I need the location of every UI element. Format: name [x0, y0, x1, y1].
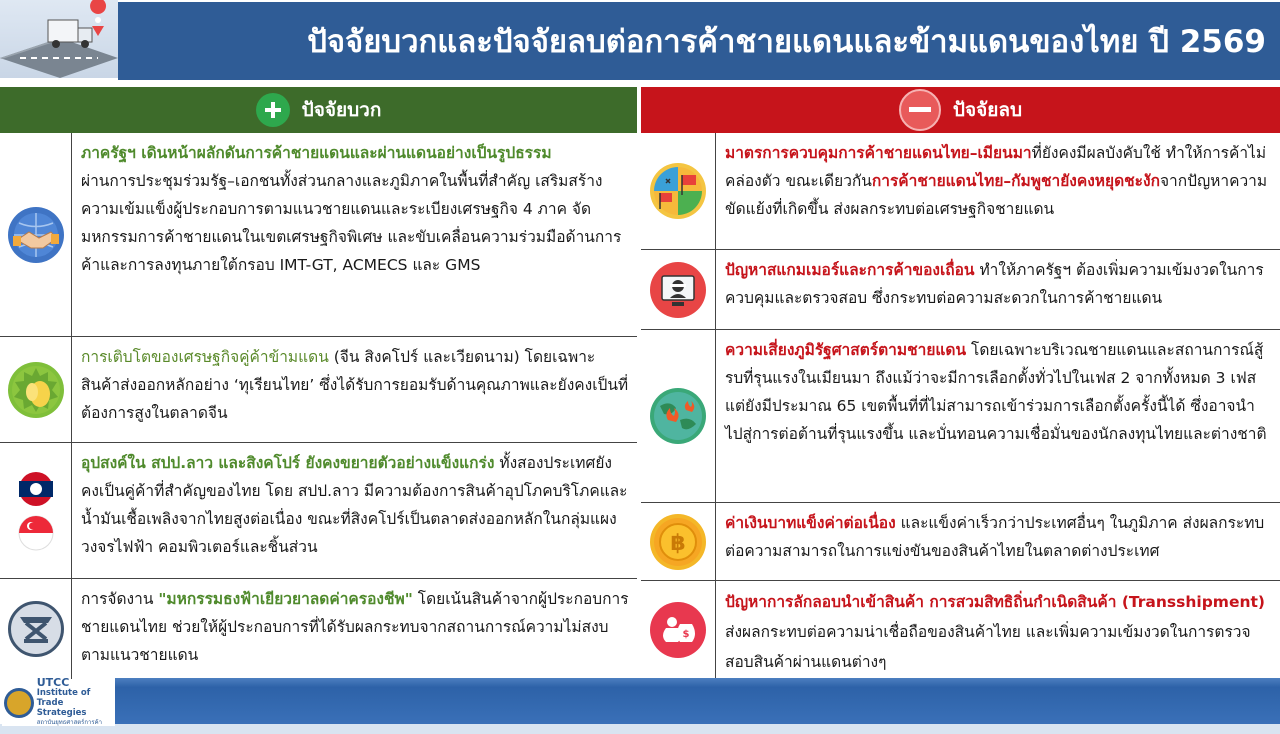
svg-text:$: $ [682, 629, 690, 640]
scammer-screen-icon [650, 262, 706, 318]
page-title: ปัจจัยบวกและปัจจัยลบต่อการค้าชายแดนและข้ามแดนของไทย ปี 2569 [307, 24, 1266, 60]
item-highlight: ปัญหาการลักลอบนำเข้าสินค้า การสวมสิทธิถิ่นกำเนิดสินค้า (Transshipment) [725, 593, 1265, 611]
svg-text:฿: ฿ [670, 530, 686, 556]
positive-item [0, 133, 637, 337]
logo-line2: Trade Strategies [36, 697, 87, 718]
negative-item [641, 581, 1280, 679]
item-prefix: การจัดงาน [81, 590, 159, 608]
negative-item [641, 330, 1280, 503]
item-body: ทำให้ภาครัฐฯ ต้องเพิ่มความเข้มงวดในการควบคุมและตรวจสอบ ซึ่งกระทบต่อความสะดวกในการค้าชายแดน [725, 261, 1264, 307]
baht-coin-icon [650, 514, 706, 570]
logo-line1: Institute of [36, 687, 91, 698]
item-body: โดยเฉพาะบริเวณชายแดนและสถานการณ์สู้รบที่รุนแรงในเมียนมา ถึงแม้ว่าจะมีการเลือกตั้งทั่วไปในเฟส 2 จากทั้งหมด 3 เฟส แต่ยังมีประมาณ 65 เขตพื้นที่ที่ไม่สามารถเข้าร่วมการเลือกตั้งครั้งนี้ได้ ซึ่งอาจนำไปสู่การต่อต้านที่รุนแรงขึ้น และบั่นทอนความเชื่อมั่นของนักลงทุนไทยและต่างชาติ [725, 341, 1267, 443]
money-bags-icon [650, 602, 706, 658]
footer-bar [115, 678, 1280, 724]
minus-icon [899, 89, 941, 131]
plus-icon [256, 93, 290, 127]
item-highlight: ปัญหาสแกมเมอร์และการค้าของเถื่อน [725, 261, 975, 279]
header-bar [118, 2, 1280, 80]
utcc-logo [2, 675, 115, 726]
item-body: โดยเน้นสินค้าจากผู้ประกอบการชายแดนไทย ช่วยให้ผู้ประกอบการที่ได้รับผลกระทบจากสถานการณ์ความไม่สงบตามแนวชายแดน [81, 590, 629, 664]
market-stall-icon [8, 601, 64, 657]
item-body-2: จากปัญหาความขัดแย้งที่เกิดขึ้น ส่งผลกระทบต่อเศรษฐกิจชายแดน [725, 172, 1268, 218]
item-highlight: อุปสงค์ใน สปป.ลาว และสิงคโปร์ ยังคงขยายตัวอย่างแข็งแกร่ง [81, 454, 495, 472]
negative-item [641, 133, 1280, 250]
positive-item [0, 579, 637, 679]
utcc-seal-icon [4, 688, 34, 718]
positive-item [0, 337, 637, 443]
logo-utcc: UTCC [36, 675, 70, 689]
truck-map-icon [0, 0, 118, 78]
item-highlight: มาตรการควบคุมการค้าชายแดนไทย–เมียนมา [725, 144, 1032, 162]
item-highlight: ภาครัฐฯ เดินหน้าผลักดันการค้าชายแดนและผ่านแดนอย่างเป็นรูปธรรม [81, 144, 552, 162]
globe-fire-icon [650, 388, 706, 444]
negative-item [641, 250, 1280, 330]
item-highlight: การเติบโตของเศรษฐกิจคู่ค้าข้ามแดน [81, 348, 329, 366]
logo-thai: สถาบันยุทธศาสตร์การค้า [36, 718, 102, 726]
handshake-globe-icon [8, 207, 64, 263]
laos-singapore-flags-icon [0, 443, 72, 578]
durian-icon [8, 362, 64, 418]
laos-flag-icon [18, 471, 54, 507]
item-body: ที่ยังคงมีผลบังคับใช้ ทำให้การค้าไม่คล่องตัว ขณะเดียวกัน [725, 144, 1267, 190]
item-highlight: "มหกรรมธงฟ้าเยียวยาลดค่าครองชีพ" [158, 590, 413, 608]
positive-factors-header [0, 87, 637, 133]
item-body: ผ่านการประชุมร่วมรัฐ–เอกชนทั้งส่วนกลางและภูมิภาคในพื้นที่สำคัญ เสริมสร้างความเข้มแข็งผู้ประกอบการตามแนวชายแดนและระเบียงเศรษฐกิจ 4 ภาค จัดมหกรรมการค้าชายแดนในเขตเศรษฐกิจพิเศษ และขับเคลื่อนความร่วมมือด้านการค้าและการลงทุนภายใต้กรอบ IMT-GT, ACMECS และ GMS [81, 172, 622, 274]
positive-factors-label: ปัจจัยบวก [301, 99, 382, 121]
negative-factors-label: ปัจจัยลบ [952, 99, 1023, 121]
item-highlight: ความเสี่ยงภูมิรัฐศาสตร์ตามชายแดน [725, 341, 967, 359]
item-body: (จีน สิงคโปร์ และเวียดนาม) โดยเฉพาะสินค้าส่งออกหลักอย่าง ‘ทุเรียนไทย’ ซึ่งได้รับการยอมรับด้านคุณภาพและยังคงเป็นที่ต้องการสูงในตลาดจีน [81, 348, 629, 422]
item-highlight: ค่าเงินบาทแข็งค่าต่อเนื่อง [725, 514, 896, 532]
singapore-flag-icon [18, 515, 54, 551]
border-map-flags-icon [650, 163, 706, 219]
negative-item [641, 503, 1280, 581]
item-body: และแข็งค่าเร็วกว่าประเทศอื่นๆ ในภูมิภาค ส่งผลกระทบต่อความสามารถในการแข่งขันของสินค้าไทยในตลาดต่างประเทศ [725, 514, 1265, 560]
item-body: ทั้งสองประเทศยังคงเป็นคู่ค้าที่สำคัญของไทย โดย สปป.ลาว มีความต้องการสินค้าอุปโภคบริโภคและน้ำมันเชื้อเพลิงจากไทยสูงต่อเนื่อง ขณะที่สิงคโปร์เป็นตลาดส่งออกหลักในกลุ่มแผงวงจรไฟฟ้า คอมพิวเตอร์และชิ้นส่วน [81, 454, 628, 556]
footer-strip [0, 724, 1280, 734]
item-highlight-2: การค้าชายแดนไทย–กัมพูชายังคงหยุดชะงัก [871, 172, 1160, 190]
item-body: ส่งผลกระทบต่อความน่าเชื่อถือของสินค้าไทย และเพิ่มความเข้มงวดในการตรวจสอบสินค้าผ่านแดนต่างๆ [725, 623, 1251, 671]
negative-factors-header [641, 87, 1280, 133]
positive-item [0, 443, 637, 579]
